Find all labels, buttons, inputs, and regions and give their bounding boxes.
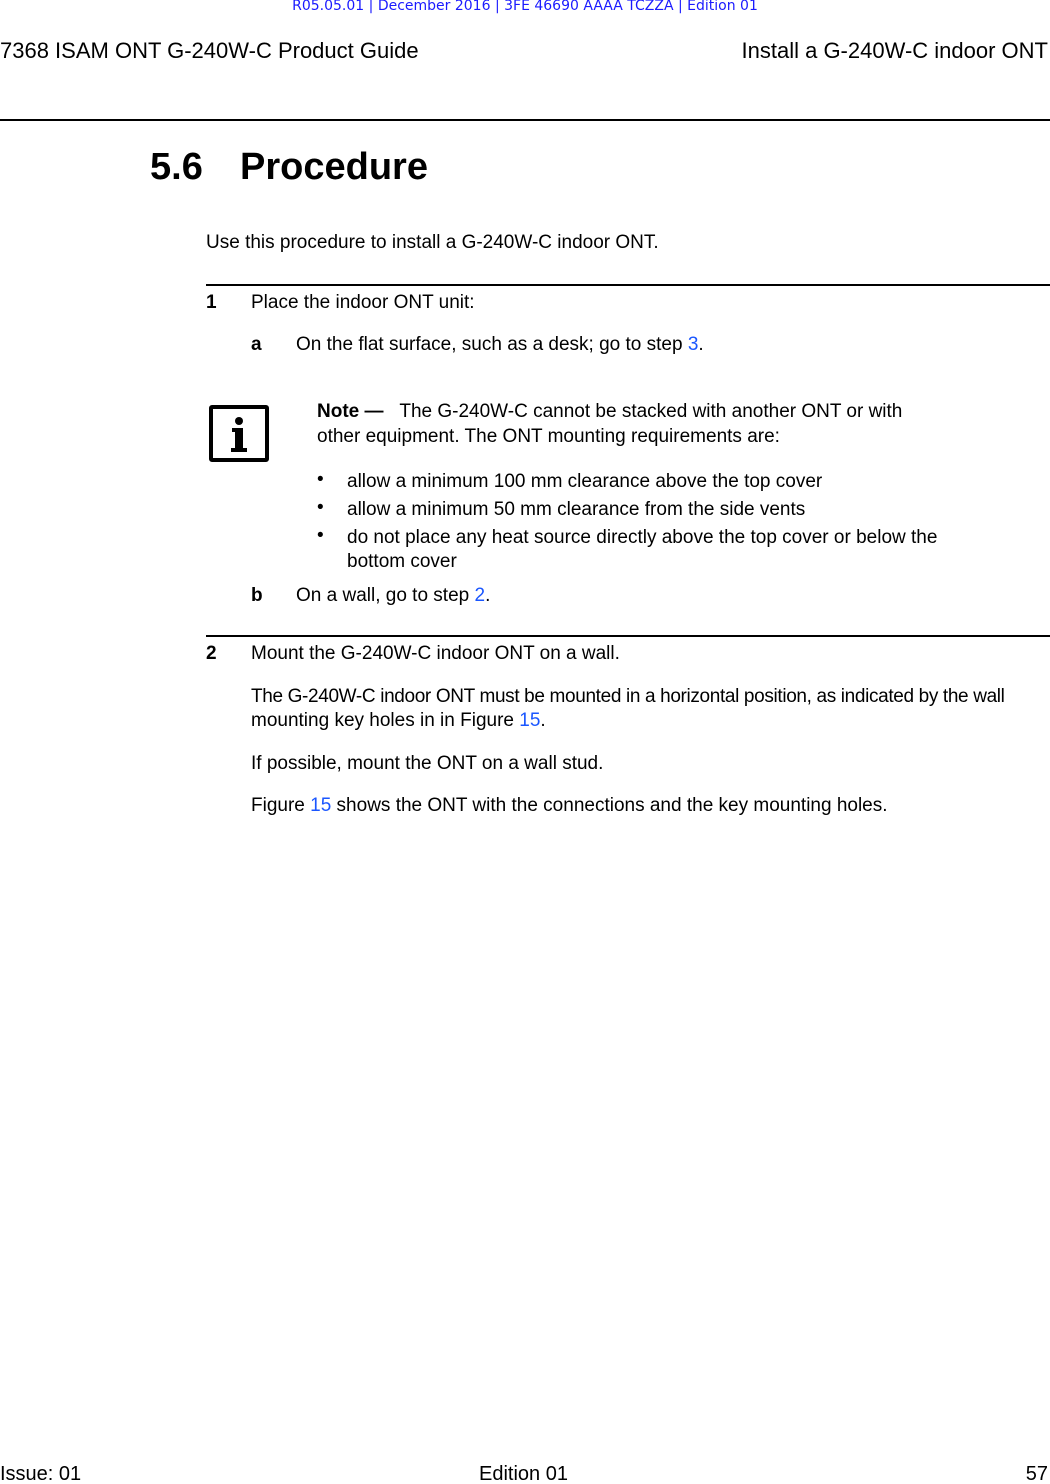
note-line-2: other equipment. The ONT mounting requirements are: (317, 426, 780, 447)
substep-text (296, 585, 490, 607)
paragraph-cont (251, 710, 546, 732)
step-rule (206, 284, 1050, 286)
header-chapter: Install a G-240W-C indoor ONT (741, 38, 1048, 63)
step-number: 1 (206, 292, 217, 313)
intro-text: Use this procedure to install a G-240W-C indoor ONT. (206, 232, 659, 253)
step-link[interactable]: 3 (687, 334, 699, 355)
page-number: 57 (1025, 1463, 1048, 1484)
text: mounting key holes in in Figure (251, 710, 520, 731)
step-link[interactable]: 2 (474, 585, 486, 606)
substep-b-text: On a wall, go to step (296, 585, 475, 606)
note-label: Note — (317, 401, 384, 422)
period: . (698, 334, 704, 355)
bullet: • (317, 525, 324, 546)
step-text: Mount the G-240W-C indoor ONT on a wall. (251, 643, 620, 664)
note-line-1 (317, 401, 902, 423)
bullet-item: allow a minimum 100 mm clearance above the top cover (347, 471, 823, 492)
footer-issue: Issue: 01 (0, 1463, 82, 1484)
substep-letter: a (251, 334, 262, 355)
text: Figure (251, 795, 311, 816)
step-number: 2 (206, 643, 217, 664)
bullet-item: do not place any heat source directly above the top cover or below the (347, 527, 938, 548)
figure-link[interactable]: 15 (310, 795, 332, 816)
figure-link[interactable]: 15 (519, 710, 541, 731)
paragraph: The G-240W-C indoor ONT must be mounted in a horizontal position, as indicated by the wall (251, 686, 1005, 707)
step-text: Place the indoor ONT unit: (251, 292, 475, 313)
note-text: The G-240W-C cannot be stacked with another ONT or with (399, 401, 903, 422)
paragraph (251, 795, 888, 817)
paragraph: If possible, mount the ONT on a wall stud. (251, 753, 604, 774)
substep-text (296, 334, 704, 356)
substep-letter: b (251, 585, 263, 606)
period: . (485, 585, 491, 606)
bullet: • (317, 497, 324, 518)
header-rule (0, 119, 1050, 121)
substep-a-text: On the flat surface, such as a desk; go to step (296, 334, 688, 355)
header-title: 7368 ISAM ONT G-240W-C Product Guide (0, 38, 419, 63)
period: . (540, 710, 546, 731)
bullet-item: allow a minimum 50 mm clearance from the side vents (347, 499, 806, 520)
bullet-item-cont: bottom cover (347, 551, 457, 572)
doc-banner: R05.05.01 | December 2016 | 3FE 46690 AAAA TCZZA | Edition 01 (292, 0, 758, 14)
bullet: • (317, 469, 324, 490)
step-rule (206, 635, 1050, 637)
section-title: Procedure (240, 146, 428, 188)
section-number: 5.6 (150, 146, 203, 188)
footer-edition: Edition 01 (479, 1463, 568, 1484)
info-icon (209, 405, 269, 462)
text: shows the ONT with the connections and the key mounting holes. (331, 795, 888, 816)
